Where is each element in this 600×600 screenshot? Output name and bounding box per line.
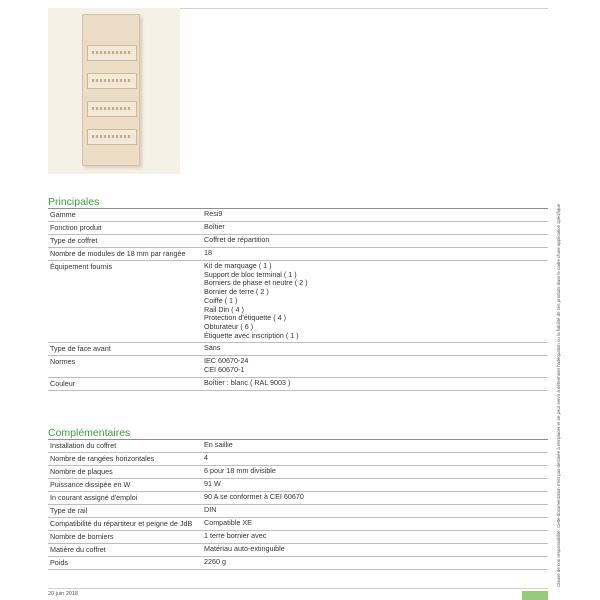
spec-value bbox=[200, 235, 548, 248]
spec-value-line: Bornier de terre ( 2 ) bbox=[204, 287, 269, 297]
spec-label: Type de rail bbox=[48, 505, 200, 518]
spec-label: Poids bbox=[48, 557, 200, 570]
spec-row bbox=[48, 453, 548, 466]
spec-value bbox=[200, 356, 548, 377]
spec-table-principales bbox=[48, 208, 548, 391]
spec-value bbox=[200, 343, 548, 356]
spec-value-line: Boîtier bbox=[204, 222, 225, 231]
spec-row bbox=[48, 261, 548, 343]
section-title-complementaires: Complémentaires bbox=[48, 427, 131, 439]
spec-row bbox=[48, 440, 548, 453]
spec-value-line: IEC 60670-24 bbox=[204, 356, 249, 366]
spec-value-line: Coffret de répartition bbox=[204, 235, 270, 244]
spec-row bbox=[48, 557, 548, 570]
spec-value-line: 18 bbox=[204, 248, 212, 257]
footer-date: 20 juin 2018 bbox=[48, 591, 78, 597]
spec-value-line: Resi9 bbox=[204, 209, 223, 218]
disclaimer-side-note bbox=[548, 82, 561, 587]
spec-value bbox=[200, 544, 548, 557]
spec-row bbox=[48, 505, 548, 518]
spec-label: In courant assigné d'emploi bbox=[48, 492, 200, 505]
spec-value bbox=[200, 453, 548, 466]
spec-row bbox=[48, 531, 548, 544]
spec-value bbox=[200, 261, 548, 343]
spec-row bbox=[48, 209, 548, 222]
spec-row bbox=[48, 343, 548, 356]
spec-row bbox=[48, 248, 548, 261]
spec-value bbox=[200, 222, 548, 235]
spec-label: Équipement fournis bbox=[48, 261, 200, 343]
spec-label: Normes bbox=[48, 356, 200, 377]
spec-value-line: 2260 g bbox=[204, 557, 226, 566]
footer-rule bbox=[48, 588, 548, 589]
spec-label: Fonction produit bbox=[48, 222, 200, 235]
spec-value bbox=[200, 557, 548, 570]
spec-value-line: Boîtier : blanc ( RAL 9003 ) bbox=[204, 377, 291, 387]
spec-value-line: Compatible XE bbox=[204, 518, 252, 527]
spec-value-line: 4 bbox=[204, 453, 208, 462]
spec-value-line: Kit de marquage ( 1 ) bbox=[204, 261, 272, 270]
spec-value bbox=[200, 479, 548, 492]
spec-value-line: Protection d'étiquette ( 4 ) bbox=[204, 313, 287, 323]
cabinet-row bbox=[87, 73, 137, 89]
spec-value-line: 90 A se conformer à CEI 60670 bbox=[204, 492, 304, 501]
spec-row bbox=[48, 544, 548, 557]
spec-label: Type de face avant bbox=[48, 343, 200, 356]
cabinet-row bbox=[87, 101, 137, 117]
spec-table-complementaires bbox=[48, 439, 548, 570]
spec-label: Compatibilité du répartiteur et peigne de JdB bbox=[48, 518, 200, 531]
spec-row bbox=[48, 222, 548, 235]
spec-value bbox=[200, 531, 548, 544]
distribution-cabinet-illustration bbox=[82, 14, 140, 166]
spec-row bbox=[48, 466, 548, 479]
spec-row bbox=[48, 518, 548, 531]
footer-badge bbox=[522, 591, 548, 600]
spec-value bbox=[200, 466, 548, 479]
spec-label: Puissance dissipée en W bbox=[48, 479, 200, 492]
spec-label: Nombre de rangées horizontales bbox=[48, 453, 200, 466]
spec-label: Couleur bbox=[48, 377, 200, 390]
spec-value-line: Borniers de phase et neutre ( 2 ) bbox=[204, 278, 308, 288]
spec-value bbox=[200, 518, 548, 531]
spec-value bbox=[200, 505, 548, 518]
spec-row bbox=[48, 479, 548, 492]
cabinet-row bbox=[87, 45, 137, 61]
spec-value-line: Matériau auto-extinguible bbox=[204, 544, 285, 553]
spec-value bbox=[200, 440, 548, 453]
spec-label: Type de coffret bbox=[48, 235, 200, 248]
spec-value-line: Support de bloc terminal ( 1 ) bbox=[204, 269, 297, 279]
spec-row bbox=[48, 235, 548, 248]
product-image bbox=[48, 8, 180, 174]
spec-label: Nombre de plaques bbox=[48, 466, 200, 479]
spec-value-line: Coiffe ( 1 ) bbox=[204, 295, 238, 305]
spec-label: Nombre de modules de 18 mm par rangée bbox=[48, 248, 200, 261]
spec-label: Matière du coffret bbox=[48, 544, 200, 557]
spec-value-line: Rail Din ( 4 ) bbox=[204, 304, 244, 314]
spec-label: Installation du coffret bbox=[48, 440, 200, 453]
spec-value bbox=[200, 209, 548, 222]
spec-value-line: Obturateur ( 6 ) bbox=[204, 321, 254, 331]
spec-row bbox=[48, 377, 548, 390]
spec-value bbox=[200, 492, 548, 505]
spec-value-line: 6 pour 18 mm divisible bbox=[204, 466, 276, 475]
cabinet-row bbox=[87, 129, 137, 145]
spec-value bbox=[200, 377, 548, 390]
spec-row bbox=[48, 492, 548, 505]
spec-value-line: CEI 60670-1 bbox=[204, 365, 245, 375]
spec-value-line: 91 W bbox=[204, 479, 221, 488]
spec-value-line: DIN bbox=[204, 505, 217, 514]
spec-label: Gamme bbox=[48, 209, 200, 222]
spec-value bbox=[200, 248, 548, 261]
spec-row bbox=[48, 356, 548, 377]
spec-value-line: 1 terre bornier avec bbox=[204, 531, 267, 540]
spec-value-line: Étiquette avec inscription ( 1 ) bbox=[204, 330, 299, 340]
disclaimer-text: Clause de non responsabilité: Cette documentation n'est pas destinée à remplacer et ne peut servir à déterminer l'adéquation ou la fiabilité de ces produits dans le cadre d'une application spécifique bbox=[556, 203, 561, 587]
section-title-principales: Principales bbox=[48, 196, 100, 208]
spec-label: Nombre de borniers bbox=[48, 531, 200, 544]
spec-value-line: En saillie bbox=[204, 440, 233, 449]
spec-value-line: Sans bbox=[204, 343, 221, 353]
